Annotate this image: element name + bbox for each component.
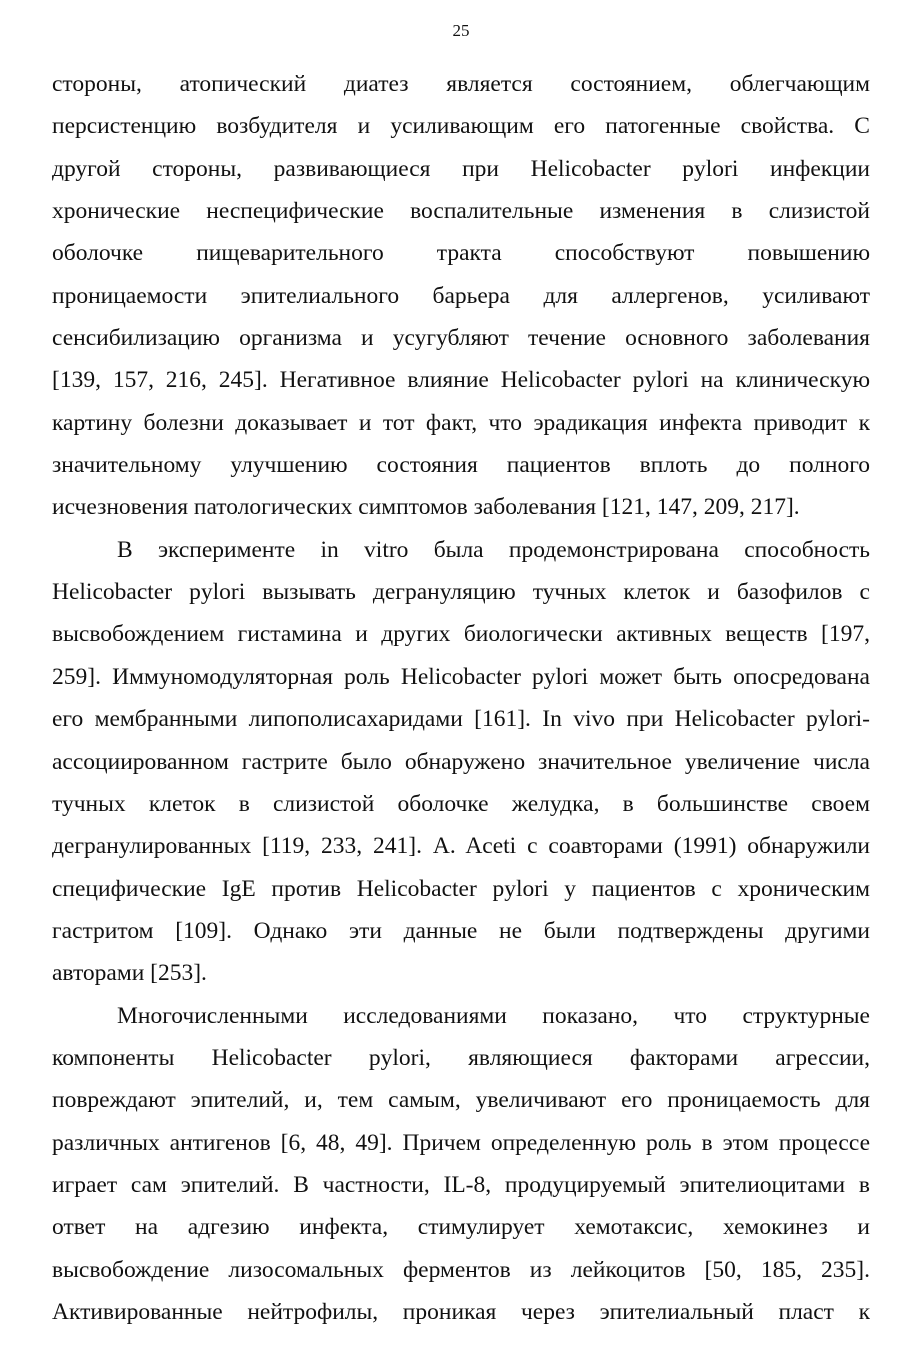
text-line: авторами [253]. (52, 960, 207, 987)
text-line: гастритом [109]. Однако эти данные не были подтверждены другими (52, 917, 870, 944)
text-line: стороны, атопический диатез является состоянием, облегчающим (52, 71, 870, 97)
text-line: Многочисленными исследованиями показано, что структурные (117, 1002, 870, 1029)
text-line: Helicobacter pylori вызывать дегрануляцию тучных клеток и базофилов с (52, 579, 870, 606)
text-line: высвобождение лизосомальных ферментов из лейкоцитов [50, 185, 235]. (52, 1256, 870, 1283)
text-line: его мембранными липополисахаридами [161]. In vivo при Helicobacter pylori- (52, 706, 870, 733)
text-line: повреждают эпителий, и, тем самым, увеличивают его проницаемость для (52, 1087, 870, 1114)
page-number: 25 (452, 21, 470, 40)
text-line: Активированные нейтрофилы, проникая через эпителиальный пласт к (52, 1298, 870, 1325)
text-line: играет сам эпителий. В частности, IL-8, продуцируемый эпителиоцитами в (52, 1171, 870, 1198)
text-line: значительному улучшению состояния пациентов вплоть до полного (52, 452, 870, 479)
text-line: ассоциированном гастрите было обнаружено значительное увеличение числа (52, 748, 870, 775)
document-body (52, 63, 870, 1333)
text-line: высвобождением гистамина и других биологически активных веществ [197, (52, 621, 870, 648)
text-line: хронические неспецифические воспалительные изменения в слизистой (52, 198, 870, 225)
paragraph-1 (52, 63, 870, 529)
text-line: дегранулированных [119, 233, 241]. A. Aceti с соавторами (1991) обнаружили (52, 833, 870, 860)
text-line: В эксперименте in vitro была продемонстрирована способность (117, 536, 870, 563)
text-line: ответ на адгезию инфекта, стимулирует хемотаксис, хемокинез и (52, 1214, 870, 1241)
text-line: оболочке пищеварительного тракта способствуют повышению (52, 240, 870, 267)
text-line: специфические IgE против Helicobacter pylori у пациентов с хроническим (52, 875, 870, 902)
text-line: проницаемости эпителиального барьера для аллергенов, усиливают (52, 282, 870, 309)
text-line: компоненты Helicobacter pylori, являющиеся факторами агрессии, (52, 1044, 870, 1071)
text-line: исчезновения патологических симптомов заболевания [121, 147, 209, 217]. (52, 494, 800, 521)
text-line: картину болезни доказывает и тот факт, что эрадикация инфекта приводит к (52, 409, 870, 436)
paragraph-2 (52, 529, 870, 995)
text-line: [139, 157, 216, 245]. Негативное влияние Helicobacter pylori на клиническую (52, 367, 870, 394)
text-line: другой стороны, развивающиеся при Helicobacter pylori инфекции (52, 155, 870, 182)
text-line: 259]. Иммуномодуляторная роль Helicobacter pylori может быть опосредована (52, 663, 870, 690)
text-line: сенсибилизацию организма и усугубляют течение основного заболевания (52, 325, 870, 352)
text-line: различных антигенов [6, 48, 49]. Причем определенную роль в этом процессе (52, 1129, 870, 1156)
paragraph-3 (52, 995, 870, 1334)
text-line: тучных клеток в слизистой оболочке желудка, в большинстве своем (52, 790, 870, 817)
text-line: персистенцию возбудителя и усиливающим его патогенные свойства. С (52, 113, 870, 140)
